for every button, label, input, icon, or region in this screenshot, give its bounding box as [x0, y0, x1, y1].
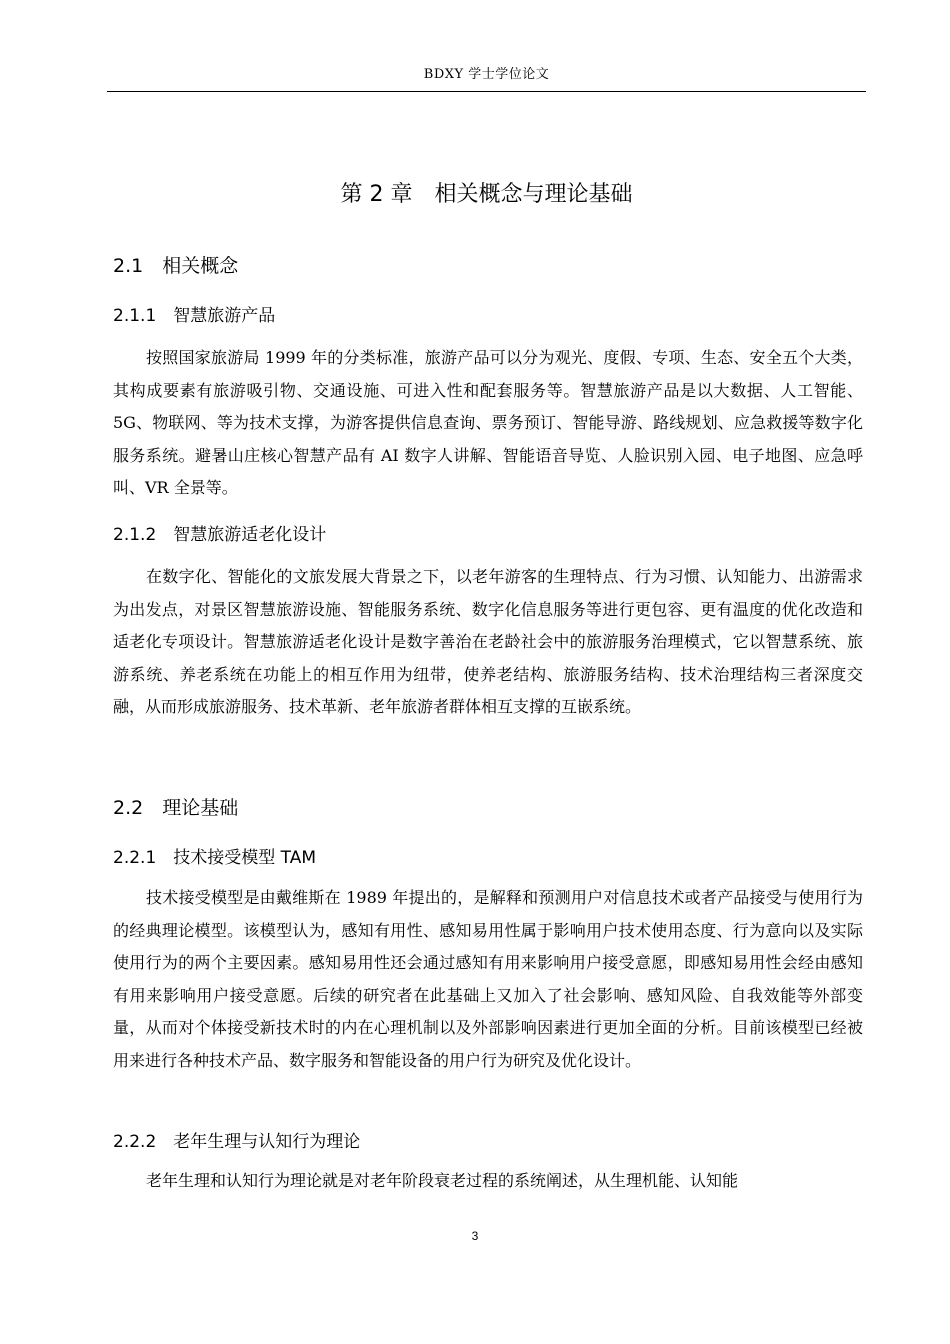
section-heading-2-1: 2.1 相关概念: [113, 255, 239, 277]
section-heading-2-2: 2.2 理论基础: [113, 797, 239, 819]
paragraph-2-2-2: 老年生理和认知行为理论就是对老年阶段衰老过程的系统阐述，从生理机能、认知能: [146, 1171, 739, 1190]
subsection-heading-2-2-1: 2.2.1 技术接受模型 TAM: [113, 848, 317, 868]
subsection-heading-2-1-2: 2.1.2 智慧旅游适老化设计: [113, 525, 327, 545]
chapter-title: 第 2 章 相关概念与理论基础: [340, 182, 633, 207]
paragraph-2-1-1: 按照国家旅游局 1999 年的分类标准，旅游产品可以分为观光、度假、专项、生态、安全五个大类，其构成要素有旅游吸引物、交通设施、可进入性和配套服务等。智慧旅游产品是以大数据、人工智能、5G、物联网、等为技术支撑，为游客提供信息查询、票务预订、智能导游、路线规划、应急救援等数字化服务系统。避暑山庄核心智慧产品有 AI 数字人讲解、智能语音导览、人脸识别入园、电子地图、应急呼叫、VR 全景等。: [113, 348, 863, 497]
paragraph-2-1-2: 在数字化、智能化的文旅发展大背景之下，以老年游客的生理特点、行为习惯、认知能力、出游需求为出发点，对景区智慧旅游设施、智能服务系统、数字化信息服务等进行更包容、更有温度的优化改造和适老化专项设计。智慧旅游适老化设计是数字善治在老龄社会中的旅游服务治理模式，它以智慧系统、旅游系统、养老系统在功能上的相互作用为纽带，使养老结构、旅游服务结构、技术治理结构三者深度交融，从而形成旅游服务、技术革新、老年旅游者群体相互支撑的互嵌系统。: [113, 567, 863, 716]
running-header: BDXY 学士学位论文: [423, 67, 550, 82]
paragraph-2-2-1: 技术接受模型是由戴维斯在 1989 年提出的，是解释和预测用户对信息技术或者产品接受与使用行为的经典理论模型。该模型认为，感知有用性、感知易用性属于影响用户技术使用态度、行为意向以及实际使用行为的两个主要因素。感知易用性还会通过感知有用来影响用户接受意愿，即感知易用性会经由感知有用来影响用户接受意愿。后续的研究者在此基础上又加入了社会影响、感知风险、自我效能等外部变量，从而对个体接受新技术时的内在心理机制以及外部影响因素进行更加全面的分析。目前该模型已经被用来进行各种技术产品、数字服务和智能设备的用户行为研究及优化设计。: [113, 888, 863, 1070]
header-divider: [107, 91, 866, 92]
page-number: 3: [471, 1229, 479, 1243]
subsection-heading-2-1-1: 2.1.1 智慧旅游产品: [113, 306, 276, 326]
subsection-heading-2-2-2: 2.2.2 老年生理与认知行为理论: [113, 1132, 361, 1152]
